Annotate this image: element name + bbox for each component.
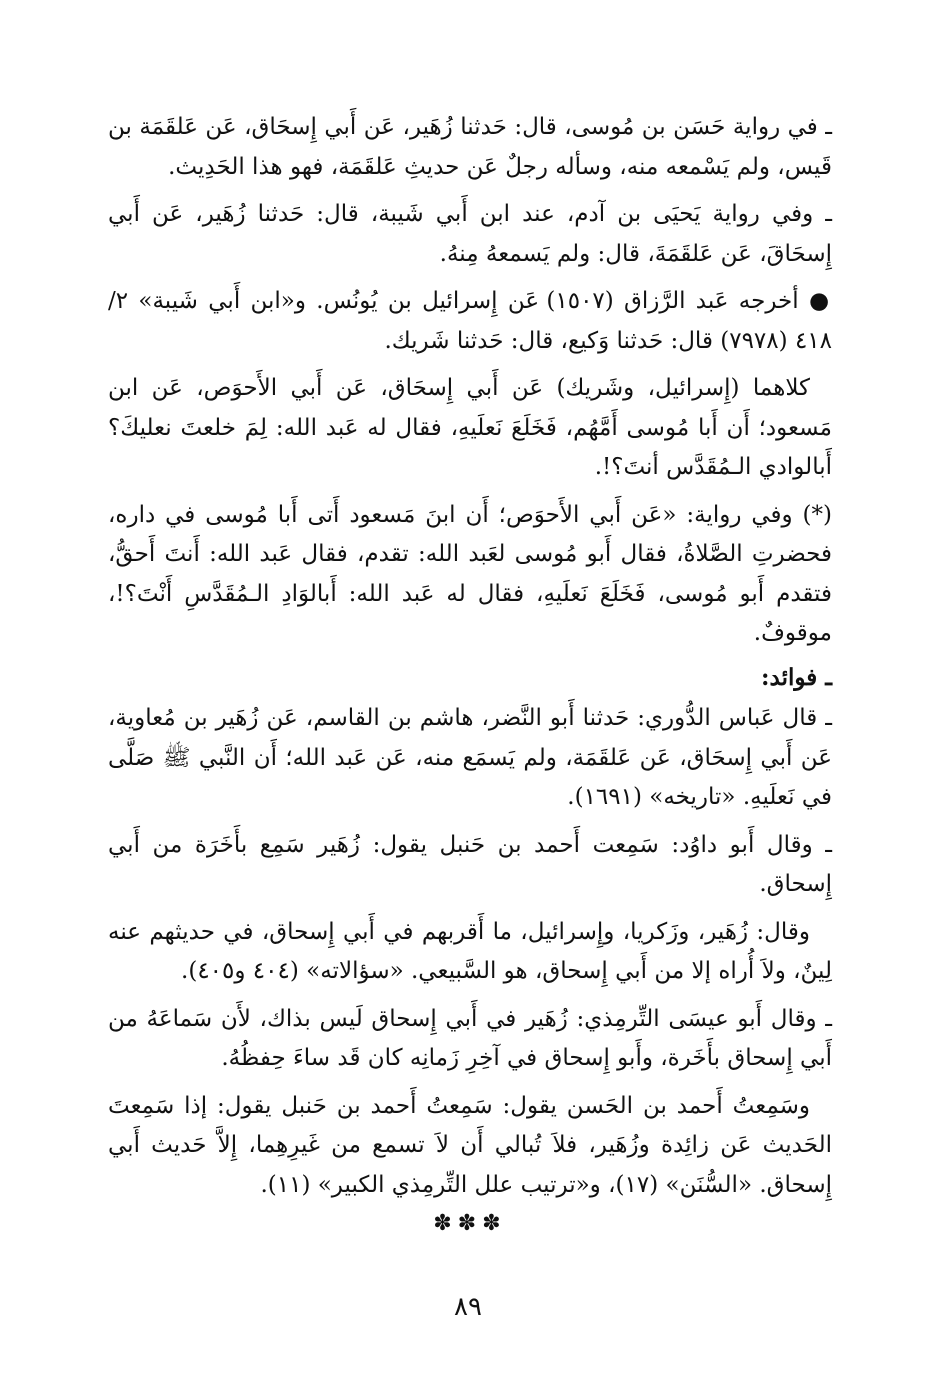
- fawaid-item-tirmidhi: ـ وقال أَبو عيسَى التِّرمِذي: زُهَير في أَبي إِسحاق لَيس بذاك، لأَن سَماعَهُ من أَبي إِسحاق بأَخَرة، وأَبو إِسحاق في آخِرِ زَمانِه كان قَد ساءَ حِفظُهُ.: [108, 1005, 832, 1071]
- fawaid-item-abu-dawud-continued: وقال: زُهَير، وزَكريا، وإِسرائيل، ما أَقربهم في أَبي إِسحاق، في حديثهم عنه لِينٌ، ولاَ أُراه إلا من أَبي إِسحاق، هو السَّبيعي. «سؤالاته» (٤٠٤ و٤٠٥).: [108, 918, 832, 984]
- fawaid-item-duri: ـ قال عَباس الدُّوري: حَدثنا أَبو النَّضر، هاشم بن القاسم، عَن زُهَير بن مُعاوية، عَن أَبي إِسحَاق، عَن عَلقَمَة، ولم يَسمَع منه، عَن عَبد الله؛ أَن النَّبي ﷺ صَلَّى في نَعلَيهِ. «تاريخه» (١٦٩١).: [108, 705, 832, 810]
- paragraph-variant-riwaya: (*) وفي رواية: «عَن أَبي الأَحوَص؛ أَن ابنَ مَسعود أَتى أَبا مُوسى في داره، فحضرتِ الصَّلاةُ، فقال أَبو مُوسى لعَبد الله: تقدم، فقال عَبد الله: أَنتَ أَحقُّ، فتقدم أَبو مُوسى، فَخَلَعَ نَعلَيهِ، فقال له عَبد الله: أَبالوَادِ الـمُقَدَّسِ أَنْتَ؟!، موقوفٌ.: [108, 501, 832, 646]
- fawaid-item-abu-dawud: ـ وقال أَبو داوُد: سَمِعت أَحمد بن حَنبل يقول: زُهَير سَمِع بأَخَرَة من أَبي إِسحاق.: [108, 831, 832, 897]
- paragraph-yahya-ibn-adam: ـ وفي رواية يَحيَى بن آدم، عند ابن أَبي شَيبة، قال: حَدثنا زُهَير، عَن أَبي إِسحَاقَ، عَن عَلقَمَةَ، قال: ولم يَسمعهُ مِنهُ.: [108, 201, 832, 267]
- page-number: ٨٩: [454, 1292, 482, 1322]
- paragraph-takhrij: ● أخرجه عَبد الرَّزاق (١٥٠٧) عَن إِسرائيل بن يُونُس. و«ابن أَبي شَيبة» ٢/ ٤١٨ (٧٩٧٨) قال: حَدثنا وَكيع، قال: حَدثنا شَريك.: [108, 288, 832, 354]
- fawaid-item-ahmad: وسَمِعتُ أَحمد بن الحَسن يقول: سَمِعتُ أَحمد بن حَنبل يقول: إذا سَمِعتَ الحَديث عَن زائِدة وزُهَير، فلاَ تُبالي أَن لاَ تسمع من غَيرِهِما، إِلاَّ حَديث أَبي إِسحاق. «السُّنَن» (١٧)، و«ترتيب علل التِّرمِذي الكبير» (١١).: [108, 1092, 832, 1198]
- paragraph-hasan-ibn-musa: ـ في رواية حَسَن بن مُوسى، قال: حَدثنا زُهَير، عَن أَبي إِسحَاق، عَن عَلقَمَة بن قَيس، ولم يَسْمعه منه، وسأله رجلٌ عَن حديثِ عَلقَمَة، فهو هذا الحَدِيث.: [108, 114, 832, 180]
- paragraph-matn: كلاهما (إِسرائيل، وشَريك) عَن أَبي إِسحَاق، عَن أَبي الأَحوَص، عَن ابن مَسعود؛ أَن أَبا مُوسى أَمَّهُم، فَخَلَعَ نَعلَيهِ، فقال له عَبد الله: لِمَ خلعتَ نعليكَ؟ أَبالوادي الـمُقَدَّس أنتَ؟!.: [108, 375, 832, 480]
- fawaid-heading: ـ فوائد:: [761, 663, 832, 691]
- section-separator: ✽✽✽: [433, 1211, 507, 1236]
